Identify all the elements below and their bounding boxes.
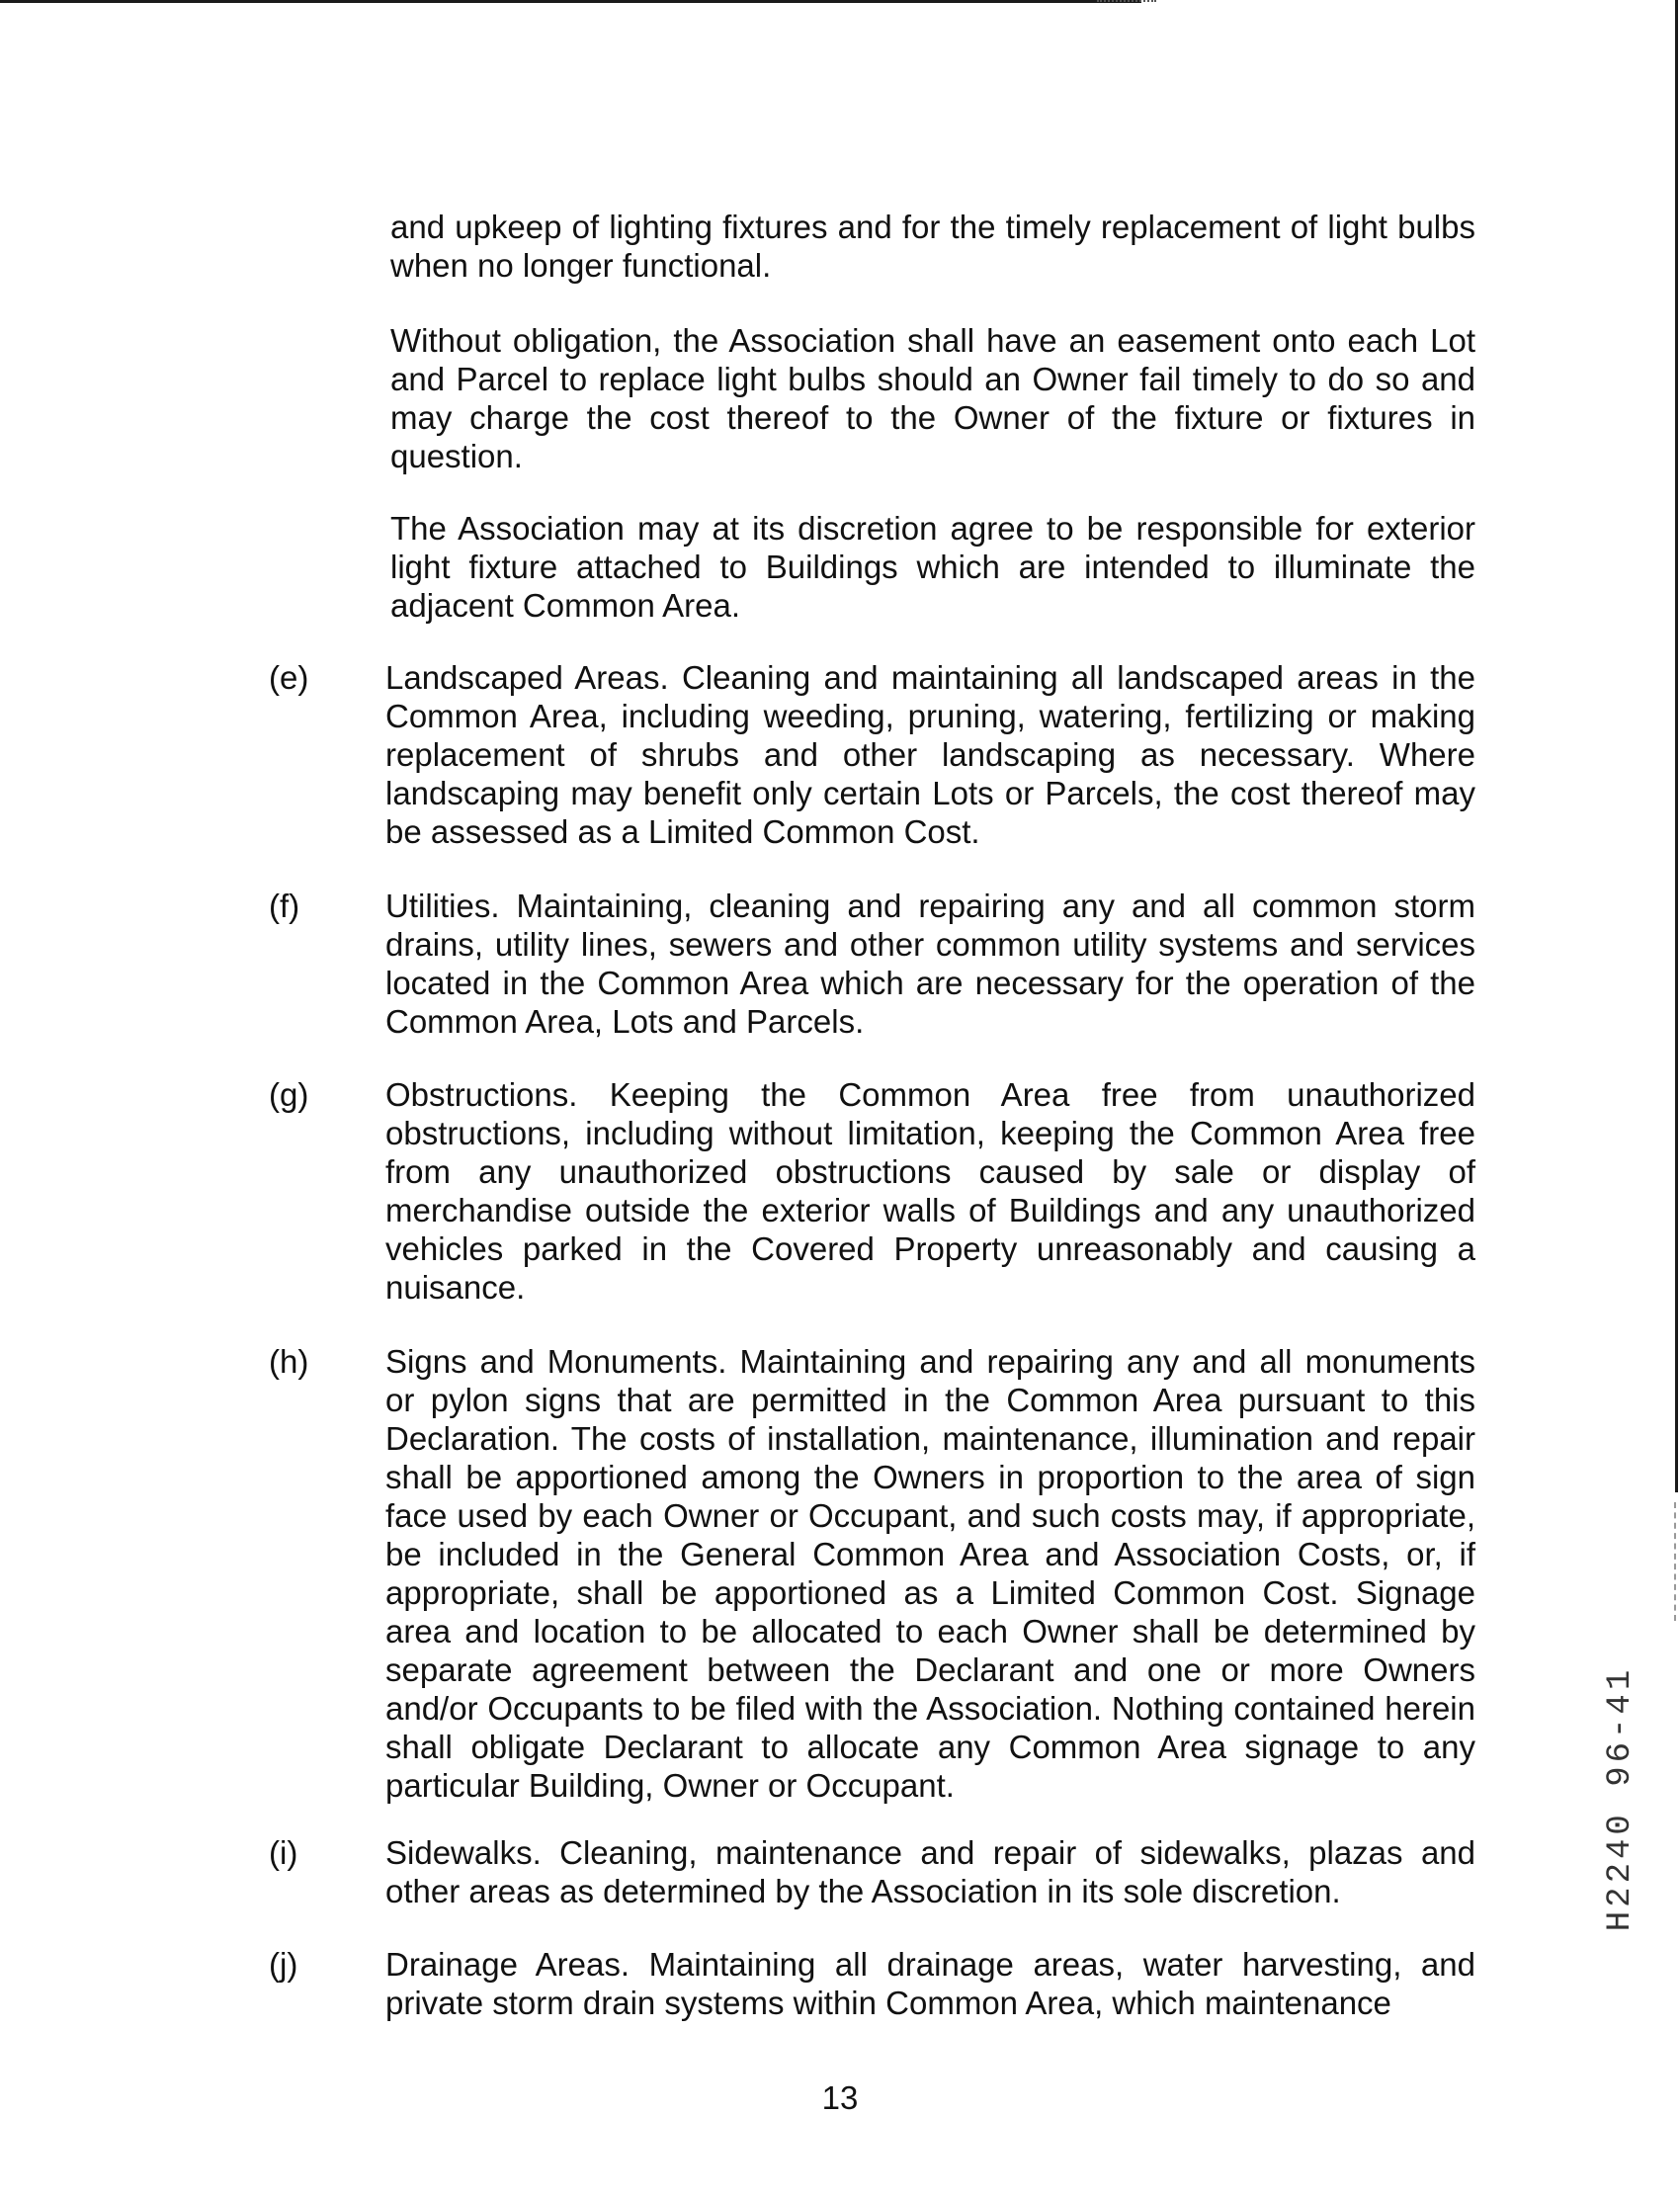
item-label: (g) — [269, 1076, 309, 1113]
list-item-g — [269, 1075, 1475, 1307]
item-label: (f) — [269, 888, 300, 924]
intro-paragraph-2: Without obligation, the Association shall have an easement onto each Lot and Parcel to replace light bulbs should an Owner fail timely to do so and may charge the cost thereof to the Owner of the fixture or fixtures in question. — [390, 322, 1475, 474]
scan-right-border-fade — [1674, 1502, 1678, 1621]
list-item-e — [269, 658, 1475, 851]
item-label: (h) — [269, 1343, 309, 1380]
item-text: Landscaped Areas. Cleaning and maintaining all landscaped areas in the Common Area, including weeding, pruning, watering, fertilizing or making replacement of shrubs and other landscaping as necessary. Where landscaping may benefit only certain Lots or Parcels, the cost thereof may be assessed as a Limited Common Cost. — [385, 659, 1475, 850]
intro-paragraph-3: The Association may at its discretion agree to be responsible for exterior light fixture attached to Buildings which are intended to illuminate the adjacent Common Area. — [390, 510, 1475, 624]
item-text: Sidewalks. Cleaning, maintenance and repair of sidewalks, plazas and other areas as determined by the Association in its sole discretion. — [385, 1834, 1475, 1909]
item-text: Drainage Areas. Maintaining all drainage areas, water harvesting, and private storm drain systems within Common Area, which maintenance — [385, 1946, 1475, 2021]
item-text: Utilities. Maintaining, cleaning and repairing any and all common storm drains, utility lines, sewers and other common utility systems and services located in the Common Area which are necessary for the operation of the Common Area, Lots and Parcels. — [385, 888, 1475, 1040]
item-label: (j) — [269, 1946, 298, 1983]
list-item-h — [269, 1342, 1475, 1805]
list-item-j — [269, 1945, 1475, 2022]
page-number: 13 — [821, 2079, 859, 2116]
scan-top-border — [0, 0, 1141, 3]
item-label: (e) — [269, 659, 309, 696]
item-label: (i) — [269, 1834, 298, 1871]
item-text: Signs and Monuments. Maintaining and repairing any and all monuments or pylon signs that are permitted in the Common Area pursuant to this Declaration. The costs of installation, maintenance, illumination and repair shall be apportioned among the Owners in proportion to the area of sign face used by each Owner or Occupant, and such costs may, if appropriate, be included in the General Common Area and Association Costs, or, if appropriate, shall be apportioned as a Limited Common Cost. Signage area and location to be allocated to each Owner shall be determined by separate agreement between the Declarant and one or more Owners and/or Occupants to be filed with the Association. Nothing contained herein shall obligate Declarant to allocate any Common Area signage to any particular Building, Owner or Occupant. — [385, 1343, 1475, 1804]
item-text: Obstructions. Keeping the Common Area free from unauthorized obstructions, including without limitation, keeping the Common Area free from any unauthorized obstructions caused by sale or display of merchandise outside the exterior walls of Buildings and any unauthorized vehicles parked in the Covered Property unreasonably and causing a nuisance. — [385, 1076, 1475, 1306]
list-item-i — [269, 1833, 1475, 1910]
intro-paragraph-1: and upkeep of lighting fixtures and for the timely replacement of light bulbs when no longer functional. — [390, 209, 1475, 284]
recording-stamp: H2240 96-41 — [1602, 1665, 1639, 1932]
scan-top-border-fade — [1097, 0, 1156, 4]
list-item-f — [269, 887, 1475, 1041]
scan-right-border — [1675, 0, 1678, 1492]
